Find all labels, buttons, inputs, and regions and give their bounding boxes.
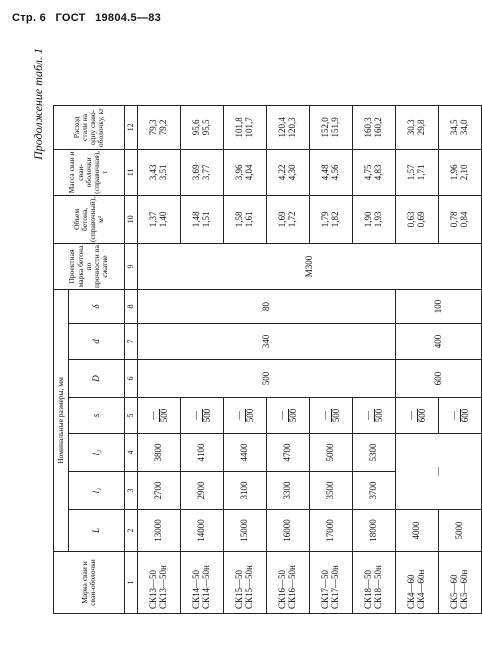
pile-mark [310, 552, 353, 614]
standard-number: 19804.5—83 [95, 12, 162, 24]
standard-label: ГОСТ [55, 12, 86, 24]
steel-consumption-2: 95,5 [201, 119, 211, 136]
concrete-volume-2: 1,72 [287, 211, 297, 228]
size-s [138, 398, 181, 434]
concrete-volume [439, 195, 482, 243]
steel-consumption [310, 105, 353, 149]
col-L-header: L [69, 510, 125, 552]
steel-consumption [396, 105, 439, 149]
pile-mass [396, 149, 439, 195]
colnum: 10 [125, 195, 138, 243]
colnum: 2 [125, 510, 138, 552]
colnum: 12 [125, 105, 138, 149]
length-l2: 5300 [353, 434, 396, 472]
pile-mark-2: СК14—50н [201, 565, 211, 609]
diameter-d: 340 [138, 324, 396, 360]
colnum: 7 [125, 324, 138, 360]
length-l1: 3500 [310, 472, 353, 510]
size-s-bottom: 600 [416, 408, 427, 423]
colnum: 8 [125, 290, 138, 324]
length-L: 14000 [181, 510, 224, 552]
concrete-volume-1: 1,90 [363, 211, 374, 228]
concrete-volume-1: 0,63 [406, 211, 417, 228]
concrete-volume-2: 1,61 [244, 211, 254, 228]
concrete-volume-2: 1,51 [201, 211, 211, 228]
concrete-volume [310, 195, 353, 243]
length-l2: 3800 [138, 434, 181, 472]
size-s-top: — [149, 409, 160, 423]
length-l2: 4400 [224, 434, 267, 472]
pile-mass [138, 149, 181, 195]
concrete-volume-1: 0,78 [449, 211, 460, 228]
col-s-header: s [69, 398, 125, 434]
col-l1-header: l₁ [69, 472, 125, 510]
size-s-fraction [407, 409, 428, 423]
pile-mass-1: 4,48 [320, 164, 331, 181]
steel-consumption-1: 30,3 [406, 119, 417, 136]
column-number-row [125, 105, 138, 613]
size-s-fraction [192, 409, 213, 423]
col-mass-header: Масса сваи и сваи-оболочки (справочная), т [54, 149, 125, 195]
steel-consumption-1: 160,3 [363, 117, 374, 138]
length-l1: 2700 [138, 472, 181, 510]
concrete-volume [267, 195, 310, 243]
colnum: 1 [125, 552, 138, 614]
length-l1: 3100 [224, 472, 267, 510]
pile-mass-1: 3,43 [148, 164, 159, 181]
concrete-volume-1: 1,37 [148, 211, 159, 228]
pile-mark-1: СК16—50 [277, 569, 288, 609]
continuation-label: Продолжение табл. 1 [31, 48, 45, 160]
length-L: 18000 [353, 510, 396, 552]
size-s-bottom: 500 [158, 408, 169, 423]
col-delta-header: δ [69, 290, 125, 324]
steel-consumption-2: 29,8 [416, 119, 426, 136]
concrete-volume [396, 195, 439, 243]
steel-consumption-2: 160,2 [373, 117, 383, 138]
length-l2: 4100 [181, 434, 224, 472]
steel-consumption [224, 105, 267, 149]
diameter-D: 600 [396, 360, 482, 398]
col-D-header: D [69, 360, 125, 398]
table-row [138, 105, 181, 613]
size-s [310, 398, 353, 434]
pile-mark [439, 552, 482, 614]
steel-consumption-1: 79,3 [148, 119, 159, 136]
pile-mark [138, 552, 181, 614]
pile-mark-1: СК13—50 [148, 569, 159, 609]
concrete-volume-1: 1,79 [320, 211, 331, 228]
size-s-bottom: 500 [287, 408, 298, 423]
size-s [181, 398, 224, 434]
size-s-top: — [364, 409, 375, 423]
size-s-top: — [235, 409, 246, 423]
pile-mass-2: 1,71 [416, 164, 426, 181]
pile-mark [267, 552, 310, 614]
concrete-volume-2: 1,40 [158, 211, 168, 228]
col-d-header: d [69, 324, 125, 360]
size-s-top: — [407, 409, 418, 423]
page-number: Стр. 6 [12, 12, 47, 24]
steel-consumption [138, 105, 181, 149]
length-L: 16000 [267, 510, 310, 552]
concrete-volume [224, 195, 267, 243]
size-s-fraction [149, 409, 170, 423]
col-volume-header: Объем бетона, (справочный), м³ [54, 195, 125, 243]
pile-mass-1: 1,57 [406, 164, 417, 181]
pile-mark-1: СК5—60 [449, 574, 460, 609]
size-s-fraction [450, 409, 471, 423]
pile-mark-2: СК5—60н [459, 569, 469, 609]
steel-consumption [267, 105, 310, 149]
length-l1: 3700 [353, 472, 396, 510]
steel-consumption-1: 152,0 [320, 117, 331, 138]
size-s-bottom: 500 [373, 408, 384, 423]
size-s-top: — [321, 409, 332, 423]
pile-mass-1: 3,96 [234, 164, 245, 181]
length-l1-l2: — [396, 434, 482, 510]
concrete-volume-1: 1,48 [191, 211, 202, 228]
pile-mark-2: СК13—50н [158, 565, 168, 609]
pile-mark-2: СК4—60н [416, 569, 426, 609]
pile-mass-2: 4,56 [330, 164, 340, 181]
size-s-bottom: 500 [201, 408, 212, 423]
pile-mass-2: 2,10 [459, 164, 469, 181]
pile-mark [353, 552, 396, 614]
length-L: 13000 [138, 510, 181, 552]
length-l2: 4700 [267, 434, 310, 472]
concrete-volume-1: 1,58 [234, 211, 245, 228]
table-row [396, 105, 439, 613]
size-s-bottom: 500 [244, 408, 255, 423]
pile-mass [439, 149, 482, 195]
col-concrete-header: Проектная марка бетона по прочности на сжатие [54, 244, 125, 290]
length-L: 5000 [439, 510, 482, 552]
steel-consumption-1: 95,6 [191, 119, 202, 136]
colnum: 9 [125, 244, 138, 290]
size-s [353, 398, 396, 434]
steel-consumption-2: 101,7 [244, 117, 254, 138]
size-s-bottom: 500 [330, 408, 341, 423]
length-L: 15000 [224, 510, 267, 552]
size-s [267, 398, 310, 434]
colnum: 11 [125, 149, 138, 195]
concrete-volume-2: 0,84 [459, 211, 469, 228]
pile-mark [181, 552, 224, 614]
pile-mark-1: СК15—50 [234, 569, 245, 609]
col-steel-header: Расход стали на одну сваю-оболочку, кг [54, 105, 125, 149]
header-row-1 [54, 105, 69, 613]
pile-mass-1: 3,69 [191, 164, 202, 181]
rotated-table-block [31, 34, 470, 614]
wall-delta: 100 [396, 290, 482, 324]
steel-consumption-2: 79,2 [158, 119, 168, 136]
pile-mass-1: 4,75 [363, 164, 374, 181]
pile-mark [224, 552, 267, 614]
pile-mark-1: СК17—50 [320, 569, 331, 609]
steel-consumption-2: 151,9 [330, 117, 340, 138]
diameter-d: 400 [396, 324, 482, 360]
concrete-volume [138, 195, 181, 243]
length-L: 4000 [396, 510, 439, 552]
size-s [224, 398, 267, 434]
pile-mark-2: СК15—50н [244, 565, 254, 609]
piles-table [53, 105, 482, 614]
concrete-volume-1: 1,69 [277, 211, 288, 228]
steel-consumption-1: 120,4 [277, 117, 288, 138]
pile-mass [181, 149, 224, 195]
col-nominal-header: Номинальные размеры, мм [54, 290, 69, 552]
col-mark-header: Марка сваи и сваи-оболочки [54, 552, 125, 614]
concrete-volume-2: 1,82 [330, 211, 340, 228]
pile-mass [224, 149, 267, 195]
colnum: 4 [125, 434, 138, 472]
pile-mass-2: 4,30 [287, 164, 297, 181]
pile-mass-2: 3,51 [158, 164, 168, 181]
steel-consumption-2: 34,0 [459, 119, 469, 136]
size-s-bottom: 600 [459, 408, 470, 423]
steel-consumption [181, 105, 224, 149]
steel-consumption-1: 101,8 [234, 117, 245, 138]
length-l1: 2900 [181, 472, 224, 510]
pile-mass-1: 4,22 [277, 164, 288, 181]
pile-mark-2: СК18—50н [373, 565, 383, 609]
concrete-volume-2: 0,69 [416, 211, 426, 228]
col-l2-header: l₂ [69, 434, 125, 472]
pile-mark-2: СК16—50н [287, 565, 297, 609]
size-s-top: — [278, 409, 289, 423]
length-l2: 5000 [310, 434, 353, 472]
pile-mass [310, 149, 353, 195]
pile-mass-2: 4,83 [373, 164, 383, 181]
pile-mass [353, 149, 396, 195]
colnum: 5 [125, 398, 138, 434]
pile-mark-1: СК4—60 [406, 574, 417, 609]
pile-mark [396, 552, 439, 614]
steel-consumption [439, 105, 482, 149]
wall-delta: 80 [138, 290, 396, 324]
diameter-D: 500 [138, 360, 396, 398]
size-s-top: — [450, 409, 461, 423]
concrete-volume [353, 195, 396, 243]
page-header [12, 12, 167, 24]
size-s-fraction [235, 409, 256, 423]
size-s [439, 398, 482, 434]
colnum: 3 [125, 472, 138, 510]
size-s-fraction [278, 409, 299, 423]
concrete-grade: М300 [138, 244, 482, 290]
pile-mark-1: СК18—50 [363, 569, 374, 609]
pile-mass-2: 3,77 [201, 164, 211, 181]
pile-mark-1: СК14—50 [191, 569, 202, 609]
size-s [396, 398, 439, 434]
pile-mark-2: СК17—50н [330, 565, 340, 609]
pile-mass-1: 1,96 [449, 164, 460, 181]
concrete-volume [181, 195, 224, 243]
concrete-volume-2: 1,93 [373, 211, 383, 228]
steel-consumption [353, 105, 396, 149]
size-s-fraction [321, 409, 342, 423]
length-l1: 3300 [267, 472, 310, 510]
pile-mass-2: 4,04 [244, 164, 254, 181]
length-L: 17000 [310, 510, 353, 552]
size-s-top: — [192, 409, 203, 423]
steel-consumption-2: 120,3 [287, 117, 297, 138]
steel-consumption-1: 34,5 [449, 119, 460, 136]
pile-mass [267, 149, 310, 195]
size-s-fraction [364, 409, 385, 423]
colnum: 6 [125, 360, 138, 398]
